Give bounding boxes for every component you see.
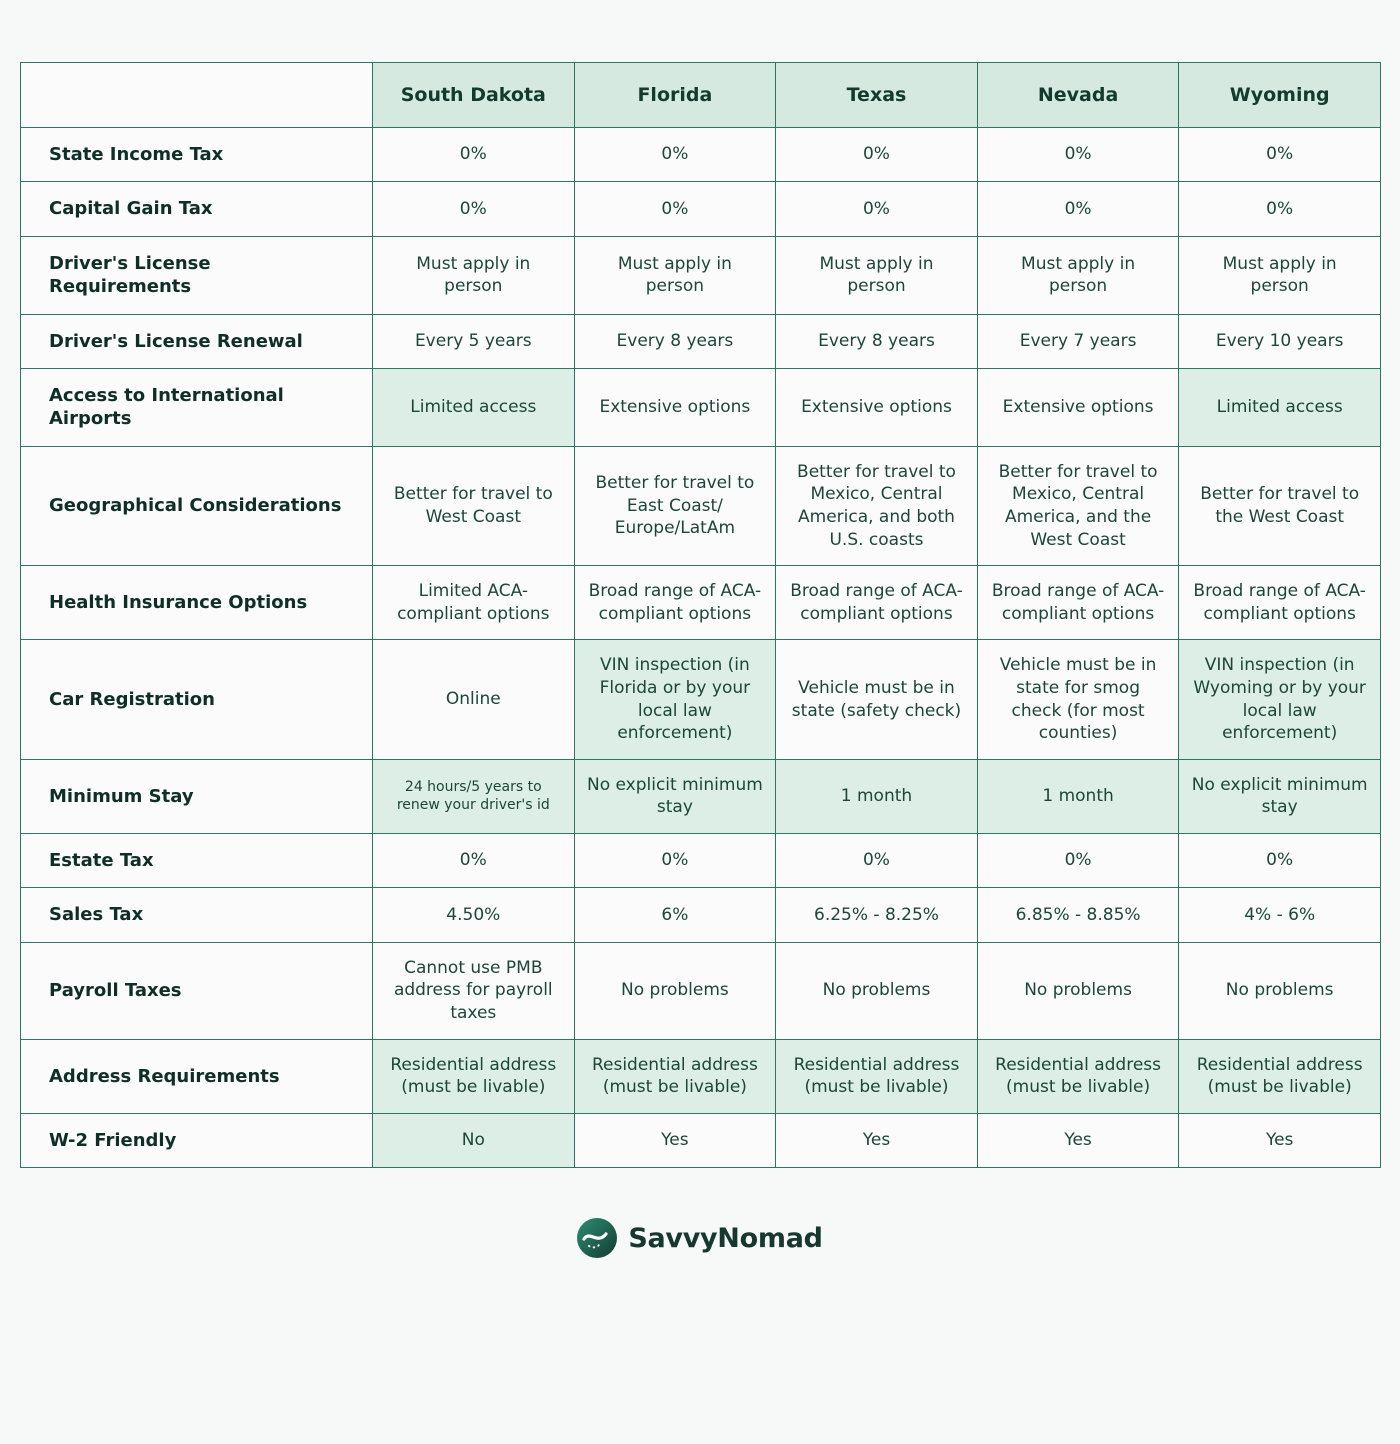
row-label: Access to International Airports — [21, 368, 373, 446]
cell: Better for travel to the West Coast — [1179, 446, 1381, 565]
cell: No problems — [776, 942, 978, 1039]
cell: Limited access — [373, 368, 575, 446]
column-header-wyoming: Wyoming — [1179, 63, 1381, 128]
row-label: Driver's License Requirements — [21, 236, 373, 314]
cell: Limited ACA-compliant options — [373, 566, 575, 640]
cell: No problems — [1179, 942, 1381, 1039]
row-label: Health Insurance Options — [21, 566, 373, 640]
cell: 6% — [574, 888, 776, 942]
cell: Extensive options — [574, 368, 776, 446]
row-label: Minimum Stay — [21, 759, 373, 833]
table-row — [21, 888, 1381, 942]
cell: 6.25% - 8.25% — [776, 888, 978, 942]
cell: No — [373, 1113, 575, 1167]
table-row — [21, 236, 1381, 314]
cell: 0% — [977, 834, 1179, 888]
cell: 0% — [373, 182, 575, 236]
cell: 0% — [574, 834, 776, 888]
cell: Limited access — [1179, 368, 1381, 446]
brand-footer — [20, 1218, 1380, 1258]
cell: VIN inspection (in Wyoming or by your local law enforcement) — [1179, 640, 1381, 759]
cell: No problems — [977, 942, 1179, 1039]
cell: Every 8 years — [776, 314, 978, 368]
table-row — [21, 942, 1381, 1039]
cell: Better for travel to East Coast/ Europe/LatAm — [574, 446, 776, 565]
cell: 0% — [776, 182, 978, 236]
cell: 1 month — [977, 759, 1179, 833]
cell: 0% — [1179, 182, 1381, 236]
column-header-texas: Texas — [776, 63, 978, 128]
cell: Yes — [776, 1113, 978, 1167]
cell: Better for travel to Mexico, Central America, and both U.S. coasts — [776, 446, 978, 565]
brand-name: SavvyNomad — [628, 1222, 823, 1254]
cell: 0% — [373, 834, 575, 888]
table-row — [21, 314, 1381, 368]
cell: No explicit minimum stay — [574, 759, 776, 833]
cell: 0% — [574, 182, 776, 236]
row-label: W-2 Friendly — [21, 1113, 373, 1167]
table-row — [21, 640, 1381, 759]
column-header-florida: Florida — [574, 63, 776, 128]
cell: Every 5 years — [373, 314, 575, 368]
row-label: State Income Tax — [21, 128, 373, 182]
table-row — [21, 368, 1381, 446]
cell: Broad range of ACA-compliant options — [776, 566, 978, 640]
table-row — [21, 759, 1381, 833]
cell: 0% — [1179, 128, 1381, 182]
cell: Yes — [977, 1113, 1179, 1167]
cell: VIN inspection (in Florida or by your local law enforcement) — [574, 640, 776, 759]
cell: Must apply in person — [373, 236, 575, 314]
cell: Extensive options — [977, 368, 1179, 446]
header-row — [21, 63, 1381, 128]
row-label: Payroll Taxes — [21, 942, 373, 1039]
cell: No explicit minimum stay — [1179, 759, 1381, 833]
cell: Every 7 years — [977, 314, 1179, 368]
cell: 0% — [574, 128, 776, 182]
cell: Vehicle must be in state (safety check) — [776, 640, 978, 759]
table-row — [21, 1113, 1381, 1167]
cell: 0% — [373, 128, 575, 182]
column-header-south-dakota: South Dakota — [373, 63, 575, 128]
cell: 1 month — [776, 759, 978, 833]
table-row — [21, 834, 1381, 888]
cell: 4% - 6% — [1179, 888, 1381, 942]
cell: Broad range of ACA-compliant options — [1179, 566, 1381, 640]
cell: Yes — [1179, 1113, 1381, 1167]
cell: 0% — [1179, 834, 1381, 888]
cell: Residential address (must be livable) — [1179, 1039, 1381, 1113]
cell: 0% — [776, 128, 978, 182]
state-comparison-table — [20, 62, 1381, 1168]
row-label: Sales Tax — [21, 888, 373, 942]
cell: Residential address (must be livable) — [574, 1039, 776, 1113]
cell: Must apply in person — [776, 236, 978, 314]
table-row — [21, 1039, 1381, 1113]
corner-cell — [21, 63, 373, 128]
savvynomad-logo-icon — [577, 1218, 617, 1258]
table-row — [21, 182, 1381, 236]
table-header — [21, 63, 1381, 128]
cell: Broad range of ACA-compliant options — [574, 566, 776, 640]
cell: Better for travel to West Coast — [373, 446, 575, 565]
cell: 6.85% - 8.85% — [977, 888, 1179, 942]
cell: Residential address (must be livable) — [373, 1039, 575, 1113]
cell: Every 10 years — [1179, 314, 1381, 368]
cell: 4.50% — [373, 888, 575, 942]
cell: 24 hours/5 years to renew your driver's id — [373, 759, 575, 833]
cell: 0% — [776, 834, 978, 888]
cell: Better for travel to Mexico, Central America, and the West Coast — [977, 446, 1179, 565]
cell: Yes — [574, 1113, 776, 1167]
row-label: Geographical Considerations — [21, 446, 373, 565]
cell: Must apply in person — [1179, 236, 1381, 314]
row-label: Driver's License Renewal — [21, 314, 373, 368]
row-label: Address Requirements — [21, 1039, 373, 1113]
table-row — [21, 566, 1381, 640]
cell: No problems — [574, 942, 776, 1039]
cell: Every 8 years — [574, 314, 776, 368]
cell: Must apply in person — [977, 236, 1179, 314]
cell: Must apply in person — [574, 236, 776, 314]
cell: Cannot use PMB address for payroll taxes — [373, 942, 575, 1039]
table-row — [21, 446, 1381, 565]
cell: Residential address (must be livable) — [977, 1039, 1179, 1113]
cell: Extensive options — [776, 368, 978, 446]
cell: Residential address (must be livable) — [776, 1039, 978, 1113]
cell: Broad range of ACA-compliant options — [977, 566, 1179, 640]
cell: Vehicle must be in state for smog check (for most counties) — [977, 640, 1179, 759]
cell: 0% — [977, 182, 1179, 236]
cell: Online — [373, 640, 575, 759]
row-label: Capital Gain Tax — [21, 182, 373, 236]
column-header-nevada: Nevada — [977, 63, 1179, 128]
row-label: Estate Tax — [21, 834, 373, 888]
table-row — [21, 128, 1381, 182]
row-label: Car Registration — [21, 640, 373, 759]
cell: 0% — [977, 128, 1179, 182]
table-body — [21, 128, 1381, 1168]
